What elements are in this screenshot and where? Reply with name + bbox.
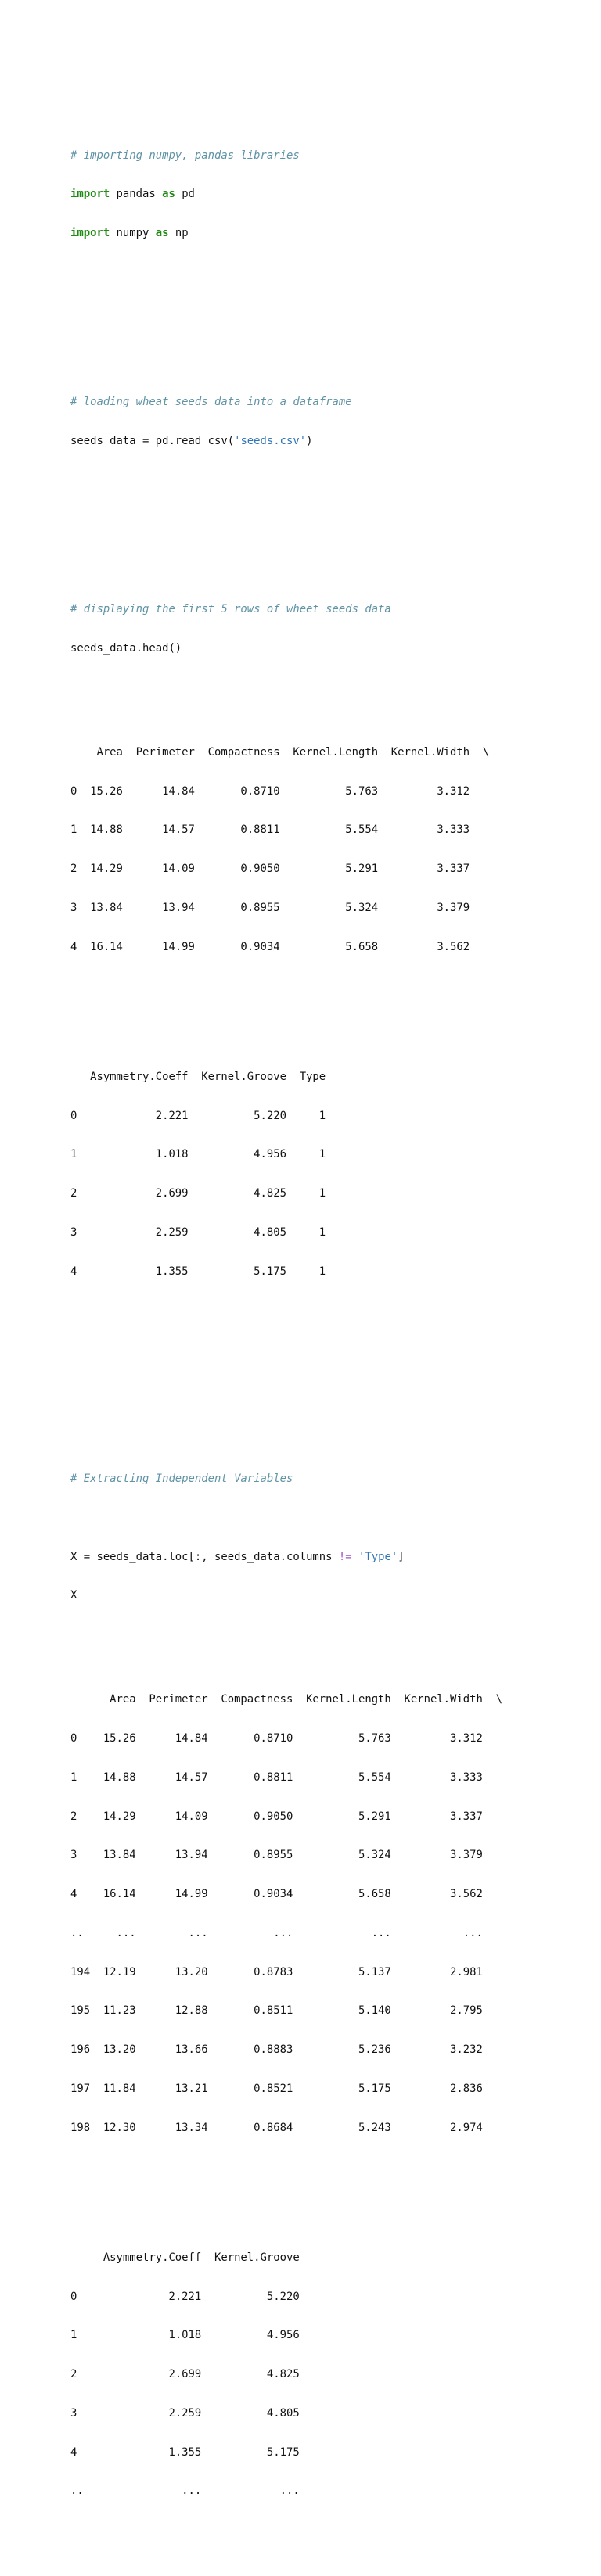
keyword-as: as	[162, 188, 175, 201]
table-row: 2 2.699 4.825 1	[70, 1187, 326, 1200]
table-header: Asymmetry.Coeff Kernel.Groove Type	[70, 1070, 326, 1083]
code-cell-imports	[70, 123, 587, 266]
code-text: X = seeds_data.loc[:, seeds_data.columns	[70, 1550, 339, 1563]
alias-name: np	[168, 227, 189, 240]
table-row: 4 1.355 5.175	[70, 2445, 300, 2459]
table-header: Area Perimeter Compactness Kernel.Length Kernel.Width \	[70, 1693, 502, 1706]
module-name: pandas	[110, 188, 163, 201]
spacer	[70, 681, 587, 694]
comment-display-head: # displaying the first 5 rows of wheet seeds data	[70, 603, 391, 616]
code-text	[352, 1551, 358, 1563]
string-literal: 'Type'	[358, 1550, 398, 1563]
table-row: 1 14.88 14.57 0.8811 5.554 3.333	[70, 1771, 483, 1784]
code-head: seeds_data.head()	[70, 642, 182, 655]
spacer	[70, 1369, 587, 1394]
table-row: 3 2.259 4.805	[70, 2406, 300, 2420]
table-header: Asymmetry.Coeff Kernel.Groove	[70, 2251, 300, 2264]
spacer	[70, 1512, 587, 1525]
string-literal: 'seeds.csv'	[234, 434, 307, 447]
table-row: 0 2.221 5.220 1	[70, 1109, 326, 1122]
comment-load-data: # loading wheat seeds data into a dataframe	[70, 395, 352, 408]
code-text: ]	[398, 1550, 405, 1563]
head-output-table-1	[70, 720, 587, 980]
spacer	[70, 305, 587, 318]
comment-imports: # importing numpy, pandas libraries	[70, 149, 300, 162]
table-row: 3 2.259 4.805 1	[70, 1225, 326, 1239]
table-row: 0 15.26 14.84 0.8710 5.763 3.312	[70, 784, 470, 798]
code-show-x: X	[70, 1589, 77, 1602]
code-cell-independent-vars	[70, 1447, 587, 2549]
table-row: 1 14.88 14.57 0.8811 5.554 3.333	[70, 823, 470, 837]
table-row: .. ... ...	[70, 2485, 300, 2498]
table-row: 3 13.84 13.94 0.8955 5.324 3.379	[70, 1849, 483, 1862]
x-output-table-2	[70, 2226, 587, 2524]
keyword-as: as	[155, 227, 169, 240]
code-read-csv	[70, 435, 587, 448]
table-row: .. ... ... ... ... ...	[70, 1926, 483, 1939]
table-row: 195 11.23 12.88 0.8511 5.140 2.795	[70, 2004, 483, 2018]
table-row: 4 16.14 14.99 0.9034 5.658 3.562	[70, 940, 470, 953]
code-text: )	[306, 434, 313, 447]
code-text: seeds_data = pd.read_csv(	[70, 434, 235, 447]
spacer	[70, 1006, 587, 1019]
operator: !=	[338, 1550, 352, 1563]
table-row: 1 1.018 4.956 1	[70, 1148, 326, 1161]
table-row: 197 11.84 13.21 0.8521 5.175 2.836	[70, 2083, 483, 2096]
keyword-import: import	[70, 188, 110, 201]
code-cell-load-data	[70, 370, 587, 474]
alias-name: pd	[175, 188, 195, 201]
notebook-page	[70, 71, 587, 2576]
keyword-import: import	[70, 227, 110, 240]
table-row: 196 13.20 13.66 0.8883 5.236 3.232	[70, 2043, 483, 2057]
table-row: 0 2.221 5.220	[70, 2290, 300, 2303]
code-cell-head	[70, 577, 587, 1329]
table-row: 4 16.14 14.99 0.9034 5.658 3.562	[70, 1888, 483, 1901]
table-row: 2 2.699 4.825	[70, 2368, 300, 2381]
table-row: 4 1.355 5.175 1	[70, 1265, 326, 1278]
table-row: 2 14.29 14.09 0.9050 5.291 3.337	[70, 1810, 483, 1823]
code-import-pandas	[70, 188, 587, 201]
spacer	[70, 2187, 587, 2200]
table-row: 3 13.84 13.94 0.8955 5.324 3.379	[70, 902, 470, 914]
code-select-columns	[70, 1551, 587, 1564]
comment-independent-vars: # Extracting Independent Variables	[70, 1473, 293, 1486]
table-row: 0 15.26 14.84 0.8710 5.763 3.312	[70, 1732, 483, 1745]
table-row: 2 14.29 14.09 0.9050 5.291 3.337	[70, 863, 470, 876]
table-row: 1 1.018 4.956	[70, 2329, 300, 2342]
spacer	[70, 1628, 587, 1641]
module-name: numpy	[110, 227, 156, 240]
code-import-numpy	[70, 227, 587, 240]
table-header: Area Perimeter Compactness Kernel.Length Kernel.Width \	[70, 745, 490, 759]
x-output-table-1	[70, 1667, 587, 2161]
table-row: 198 12.30 13.34 0.8684 5.243 2.974	[70, 2121, 483, 2134]
head-output-table-2	[70, 1045, 587, 1304]
table-row: 194 12.19 13.20 0.8783 5.137 2.981	[70, 1965, 483, 1979]
spacer	[70, 512, 587, 526]
